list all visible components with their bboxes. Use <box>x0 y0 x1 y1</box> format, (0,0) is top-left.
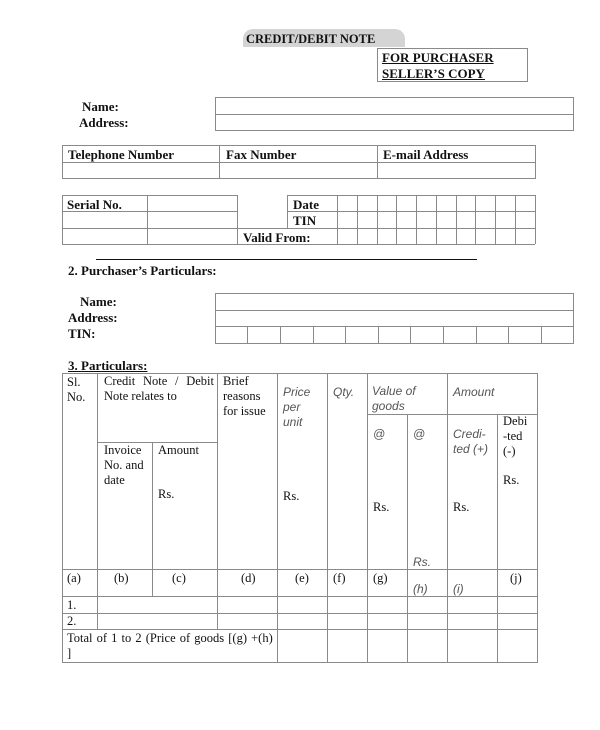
credited-rs: Rs. <box>453 500 470 514</box>
col-label-f: (f) <box>333 571 346 585</box>
date-field[interactable] <box>338 196 535 211</box>
col-label-i: (i) <box>453 582 464 596</box>
debited-rs: Rs. <box>503 473 520 487</box>
purchaser-heading: 2. Purchaser’s Particulars: <box>68 263 217 278</box>
form-title: CREDIT/DEBIT NOTE <box>246 32 376 46</box>
value-h-rs: Rs. <box>413 555 431 569</box>
col-label-b: (b) <box>114 571 129 585</box>
tin-field[interactable] <box>338 212 535 228</box>
col-label-d: (d) <box>241 571 256 585</box>
amount-rs: Rs. <box>158 487 175 501</box>
price-rs: Rs. <box>283 489 300 503</box>
col-label-j: (j) <box>510 571 522 585</box>
col-label-a: (a) <box>67 571 81 585</box>
valid-from-label: Valid From: <box>243 230 311 245</box>
relates-to-header: Credit Note / Debit Note relates to <box>104 374 214 403</box>
sl-no-header: Sl. No. <box>67 375 86 404</box>
seller-name-label: Name: <box>82 99 119 114</box>
purchaser-address-field[interactable] <box>216 311 573 326</box>
col-label-e: (e) <box>295 571 309 585</box>
serial-no-label: Serial No. <box>67 197 122 212</box>
copy-label-purchaser: FOR PURCHASER <box>382 50 494 65</box>
seller-address-field[interactable] <box>216 115 573 130</box>
purchaser-address-label: Address: <box>68 310 118 325</box>
reasons-header: Brief reasons for issue <box>223 374 266 418</box>
price-header: Price per unit <box>283 385 311 429</box>
value-g-rs: Rs. <box>373 500 390 514</box>
serial-no-field[interactable] <box>148 196 237 211</box>
credited-header: Credi- ted (+) <box>453 427 489 456</box>
fax-header: Fax Number <box>226 147 297 162</box>
purchaser-tin-field[interactable] <box>216 327 573 343</box>
particulars-heading-text: 3. Particulars: <box>68 358 148 373</box>
telephone-field[interactable] <box>63 163 219 178</box>
email-field[interactable] <box>378 163 535 178</box>
qty-header: Qty. <box>333 385 355 399</box>
col-label-c: (c) <box>172 571 186 585</box>
email-header: E-mail Address <box>383 147 469 162</box>
purchaser-name-field[interactable] <box>216 294 573 310</box>
purchaser-name-label: Name: <box>80 294 117 309</box>
seller-name-field[interactable] <box>216 98 573 114</box>
rate-g-at: @ <box>373 427 386 441</box>
amount-subheader: Amount <box>158 443 199 457</box>
purchaser-tin-label: TIN: <box>68 326 96 341</box>
total-row-label: Total of 1 to 2 (Price of goods [(g) +(h) ] <box>67 631 273 660</box>
col-label-h: (h) <box>413 582 428 596</box>
value-header: Value of goods <box>372 384 416 413</box>
copy-label-seller: SELLER’S COPY <box>382 66 485 81</box>
seller-address-label: Address: <box>79 115 129 130</box>
telephone-header: Telephone Number <box>68 147 175 162</box>
rate-h-at: @ <box>413 427 426 441</box>
date-label: Date <box>293 197 319 212</box>
tin-label: TIN <box>293 213 317 228</box>
particulars-heading <box>68 358 147 373</box>
col-label-g: (g) <box>373 571 388 585</box>
amount-header: Amount <box>453 385 495 399</box>
invoice-header: Invoice No. and date <box>104 443 144 487</box>
row-1-label: 1. <box>67 598 77 612</box>
row-2-label: 2. <box>67 614 77 628</box>
debited-header: Debi -ted (-) <box>503 414 528 458</box>
fax-field[interactable] <box>220 163 377 178</box>
valid-from-field[interactable] <box>338 229 535 244</box>
